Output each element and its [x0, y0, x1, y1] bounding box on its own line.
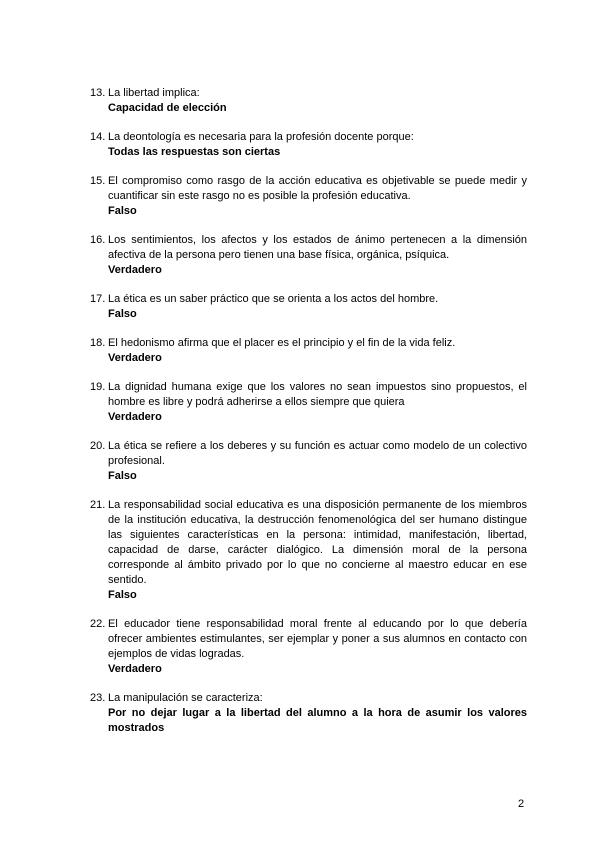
- question-item: [90, 380, 527, 425]
- question-item: [90, 86, 527, 116]
- question-answer: Por no dejar lugar a la libertad del alumno a la hora de asumir los valores mostrados: [108, 707, 527, 734]
- question-text: La responsabilidad social educativa es una disposición permanente de los miembros de la institución educativa, la destrucción fenomenológica del ser humano distingue las siguientes características en la persona: intimidad, manifestación, libertad, capacidad de darse, carácter dialógico. La dimensión moral de la persona corresponde al ámbito privado por lo que no concierne al maestro educar en ese sentido.: [108, 499, 527, 586]
- question-answer: Verdadero: [108, 411, 162, 423]
- question-number: 22.: [90, 618, 106, 630]
- question-item: [90, 130, 527, 160]
- question-text: La ética se refiere a los deberes y su función es actuar como modelo de un colectivo profesional.: [108, 440, 527, 467]
- question-answer: Falso: [108, 470, 137, 482]
- question-item: [90, 617, 527, 677]
- question-item: [90, 691, 527, 736]
- question-answer: Todas las respuestas son ciertas: [108, 146, 281, 158]
- question-answer: Falso: [108, 308, 137, 320]
- question-number: 21.: [90, 499, 106, 511]
- question-item: [90, 439, 527, 484]
- question-answer: Verdadero: [108, 352, 162, 364]
- question-answer: Verdadero: [108, 264, 162, 276]
- question-number: 13.: [90, 87, 106, 99]
- question-item: [90, 233, 527, 278]
- question-answer: Falso: [108, 205, 137, 217]
- question-item: [90, 498, 527, 603]
- question-text: El educador tiene responsabilidad moral frente al educando por lo que debería ofrecer ambientes estimulantes, ser ejemplar y poner a sus alumnos en contacto con ejemplos de vidas logradas.: [108, 618, 527, 660]
- question-text: La ética es un saber práctico que se orienta a los actos del hombre.: [108, 293, 439, 305]
- page-number: 2: [518, 798, 525, 810]
- question-number: 15.: [90, 175, 106, 187]
- question-text: La deontología es necesaria para la profesión docente porque:: [108, 131, 414, 143]
- question-answer: Verdadero: [108, 663, 162, 675]
- question-text: La libertad implica:: [108, 87, 200, 99]
- question-text: Los sentimientos, los afectos y los estados de ánimo pertenecen a la dimensión afectiva de la persona pero tienen una base física, orgánica, psíquica.: [108, 234, 527, 261]
- question-number: 19.: [90, 381, 106, 393]
- question-answer: Falso: [108, 589, 137, 601]
- question-text: La dignidad humana exige que los valores no sean impuestos sino propuestos, el hombre es libre y podrá adherirse a ellos siempre que quiera: [108, 381, 527, 408]
- question-item: [90, 292, 527, 322]
- question-number: 14.: [90, 131, 106, 143]
- question-number: 16.: [90, 234, 106, 246]
- question-answer: Capacidad de elección: [108, 102, 227, 114]
- question-text: El compromiso como rasgo de la acción educativa es objetivable se puede medir y cuantificar sin este rasgo no es posible la profesión educativa.: [108, 175, 527, 202]
- question-number: 23.: [90, 692, 106, 704]
- question-text: El hedonismo afirma que el placer es el principio y el fin de la vida feliz.: [108, 337, 456, 349]
- question-item: [90, 174, 527, 219]
- question-item: [90, 336, 527, 366]
- question-list: [90, 86, 527, 736]
- question-number: 18.: [90, 337, 106, 349]
- question-text: La manipulación se caracteriza:: [108, 692, 263, 704]
- question-number: 17.: [90, 293, 106, 305]
- question-number: 20.: [90, 440, 106, 452]
